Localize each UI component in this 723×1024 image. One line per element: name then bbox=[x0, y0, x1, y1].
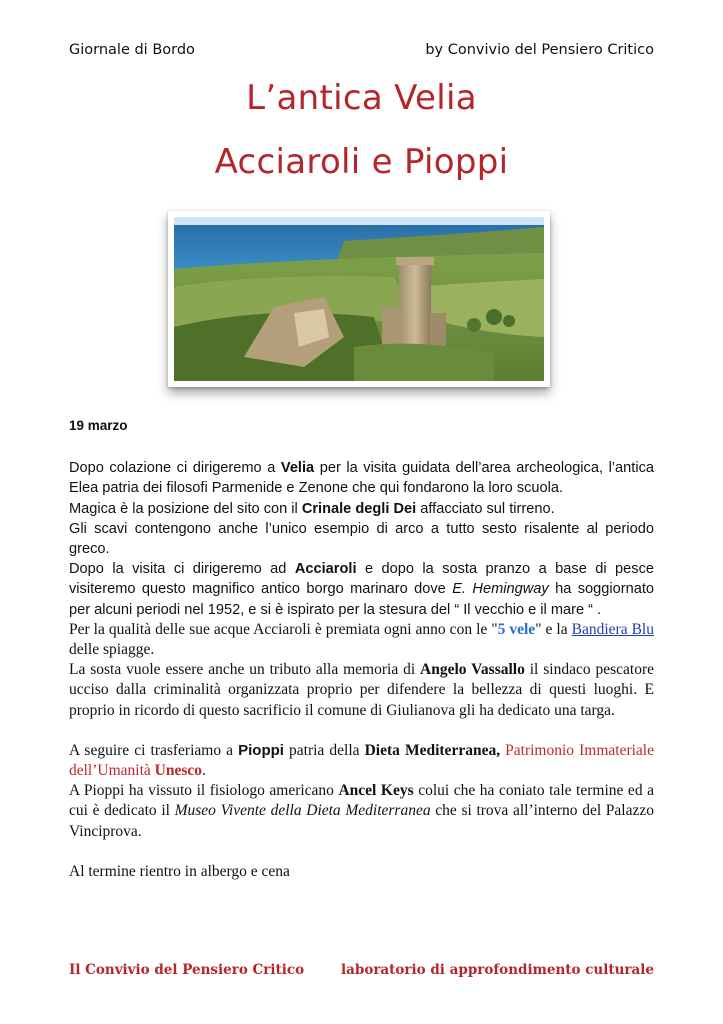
bold-velia: Velia bbox=[280, 460, 315, 477]
text: " e la bbox=[535, 620, 572, 638]
five-vele: 5 vele bbox=[497, 620, 536, 638]
text: per la visita guidata dell’area archeologica, l’antica Elea patria dei filosofi Parmenide e Zenone che qui fondarono la loro scuola. bbox=[69, 460, 654, 497]
italic-museo: Museo Vivente della Dieta Mediterranea bbox=[174, 802, 431, 820]
text: che si trova all’interno del Palazzo Vinciprova. bbox=[69, 802, 654, 840]
text: colui che ha coniato tale termine ed a cui è dedicato il bbox=[69, 782, 654, 820]
text: A Pioppi ha vissuto il fisiologo americano bbox=[69, 782, 339, 800]
text: delle spiagge. bbox=[69, 641, 155, 659]
date-heading: 19 marzo bbox=[69, 418, 128, 433]
bandiera-blu-link[interactable]: Bandiera Blu bbox=[571, 620, 654, 638]
red-patrimonio: Patrimonio Immateriale dell’Umanità bbox=[69, 741, 654, 780]
bold-ancel-keys: Ancel Keys bbox=[338, 782, 414, 800]
text: Dopo la visita ci dirigeremo ad bbox=[69, 561, 295, 578]
text: ha soggiornato per alcuni periodi nel 1952, e si è ispirato per la stesura del “ Il vecchio e il mare “ . bbox=[69, 581, 654, 618]
velia-photo bbox=[168, 211, 550, 387]
title-line-2: Acciaroli e Pioppi bbox=[214, 142, 509, 182]
text: La sosta vuole essere anche un tributo alla memoria di bbox=[69, 661, 421, 679]
bold-crinale: Crinale degli Dei bbox=[301, 500, 417, 517]
paragraph-pioppi bbox=[69, 741, 654, 781]
paragraph-qualita bbox=[69, 620, 654, 660]
bold-dieta: Dieta Mediterranea, bbox=[364, 741, 501, 759]
text: Per la qualità delle sue acque Acciaroli è premiata ogni anno con le " bbox=[69, 620, 498, 638]
paragraph-termine: Al termine rientro in albergo e cena bbox=[69, 862, 290, 880]
bold-unesco: Unesco bbox=[154, 762, 203, 780]
text: Dopo colazione ci dirigeremo a bbox=[69, 460, 281, 477]
paragraph-scavi: Gli scavi contengono anche l’unico esempio di arco a tutto sesto risalente al periodo greco. bbox=[69, 520, 654, 558]
text: il sindaco pescatore ucciso dalla criminalità organizzata proprio per difendere la bellezza di questi luoghi. E proprio in ricordo di questo sacrificio il comune di Giulianova gli ha dedicato una targa. bbox=[69, 661, 655, 719]
velia-tower-image bbox=[174, 217, 544, 381]
document-body bbox=[69, 416, 654, 882]
text: A seguire ci trasferiamo a bbox=[69, 741, 239, 759]
paragraph-vassallo bbox=[69, 660, 654, 721]
text: patria della bbox=[283, 741, 365, 759]
paragraph-crinale bbox=[69, 499, 654, 519]
text: Magica è la posizione del sito con il bbox=[69, 500, 302, 517]
text: . bbox=[202, 762, 206, 780]
paragraph-velia bbox=[69, 458, 654, 498]
header-left: Giornale di Bordo bbox=[69, 42, 195, 58]
bold-acciaroli: Acciaroli bbox=[294, 561, 357, 578]
footer-right: laboratorio di approfondimento culturale bbox=[341, 962, 654, 978]
title-line-1: L’antica Velia bbox=[246, 78, 477, 118]
paragraph-acciaroli bbox=[69, 559, 654, 620]
text: e dopo la sosta pranzo a base di pesce visiteremo questo magnifico antico borgo marinaro dove bbox=[69, 561, 654, 598]
page-header bbox=[69, 42, 654, 64]
spacer bbox=[69, 721, 654, 741]
spacer bbox=[69, 842, 654, 862]
header-right: by Convivio del Pensiero Critico bbox=[425, 42, 654, 58]
text: affacciato sul tirreno. bbox=[416, 500, 555, 517]
italic-hemingway: E. Hemingway bbox=[452, 581, 549, 598]
bold-pioppi: Pioppi bbox=[238, 741, 284, 759]
footer-left: Il Convivio del Pensiero Critico bbox=[69, 962, 305, 978]
paragraph-keys bbox=[69, 781, 654, 842]
bold-vassallo: Angelo Vassallo bbox=[420, 661, 525, 679]
